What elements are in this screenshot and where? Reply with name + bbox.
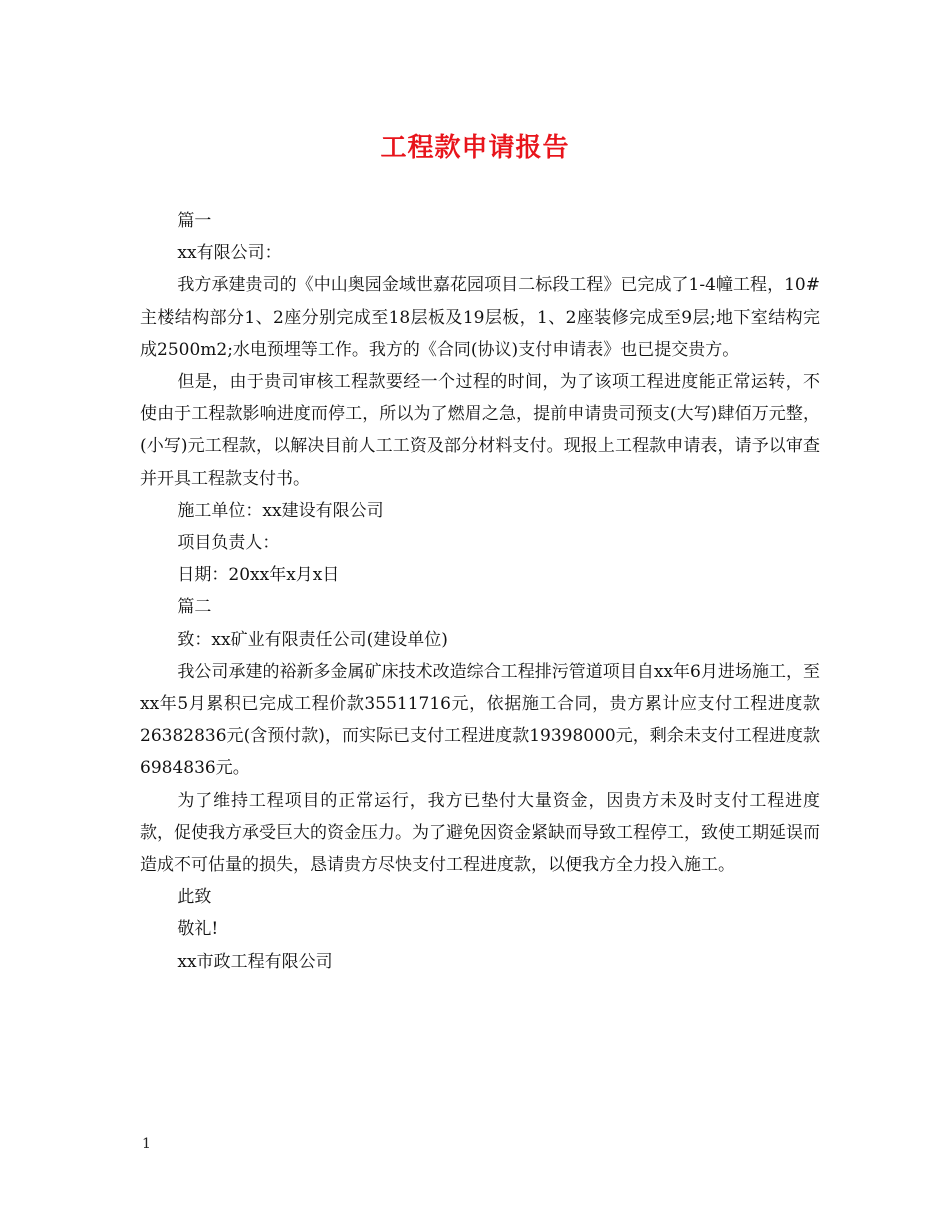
- closing-phrase: 此致: [177, 887, 212, 908]
- document-body: [140, 205, 820, 978]
- project-manager-line: 项目负责人：: [177, 533, 280, 554]
- closing-regards: 敬礼!: [177, 919, 219, 940]
- paragraph-progress-report: 我方承建贵司的《中山奥园金域世嘉花园项目二标段工程》已完成了1-4幢工程，10#主楼结构部分1、2座分别完成至18层板及19层板，1、2座装修完成至9层;地下室结构完成2500m2;水电预埋等工作。我方的《合同(协议)支付申请表》也已提交贵方。: [140, 275, 820, 360]
- document-title: 工程款申请报告: [380, 133, 570, 163]
- page-number: 1: [142, 1136, 151, 1152]
- section-heading-part-two: 篇二: [177, 597, 212, 618]
- salutation-recipient: xx有限公司：: [177, 243, 282, 264]
- construction-unit-line: 施工单位：xx建设有限公司: [177, 500, 384, 521]
- paragraph-payment-request: 但是，由于贵司审核工程款要经一个过程的时间，为了该项工程进度能正常运转，不使由于工程款影响进度而停工，所以为了燃眉之急，提前申请贵司预支(大写)肆佰万元整，(小写)元工程款，以解决目前人工工资及部分材料支付。现报上工程款申请表，请予以审查并开具工程款支付书。: [140, 372, 820, 489]
- salutation-addressee: 致：xx矿业有限责任公司(建设单位): [177, 629, 448, 650]
- paragraph-payment-status: 我公司承建的裕新多金属矿床技术改造综合工程排污管道项目自xx年6月进场施工，至xx年5月累积已完成工程价款35511716元，依据施工合同，贵方累计应支付工程进度款26382836元(含预付款)，而实际已支付工程进度款19398000元，剩余未支付工程进度款6984836元。: [140, 661, 820, 779]
- date-line: 日期：20xx年x月x日: [177, 565, 340, 586]
- paragraph-urgent-request: 为了维持工程项目的正常运行，我方已垫付大量资金，因贵方未及时支付工程进度款，促使我方承受巨大的资金压力。为了避免因资金紧缺而导致工程停工，致使工期延误而造成不可估量的损失，恳请贵方尽快支付工程进度款，以便我方全力投入施工。: [140, 790, 820, 876]
- section-heading-part-one: 篇一: [177, 211, 212, 231]
- signature-company: xx市政工程有限公司: [177, 951, 333, 972]
